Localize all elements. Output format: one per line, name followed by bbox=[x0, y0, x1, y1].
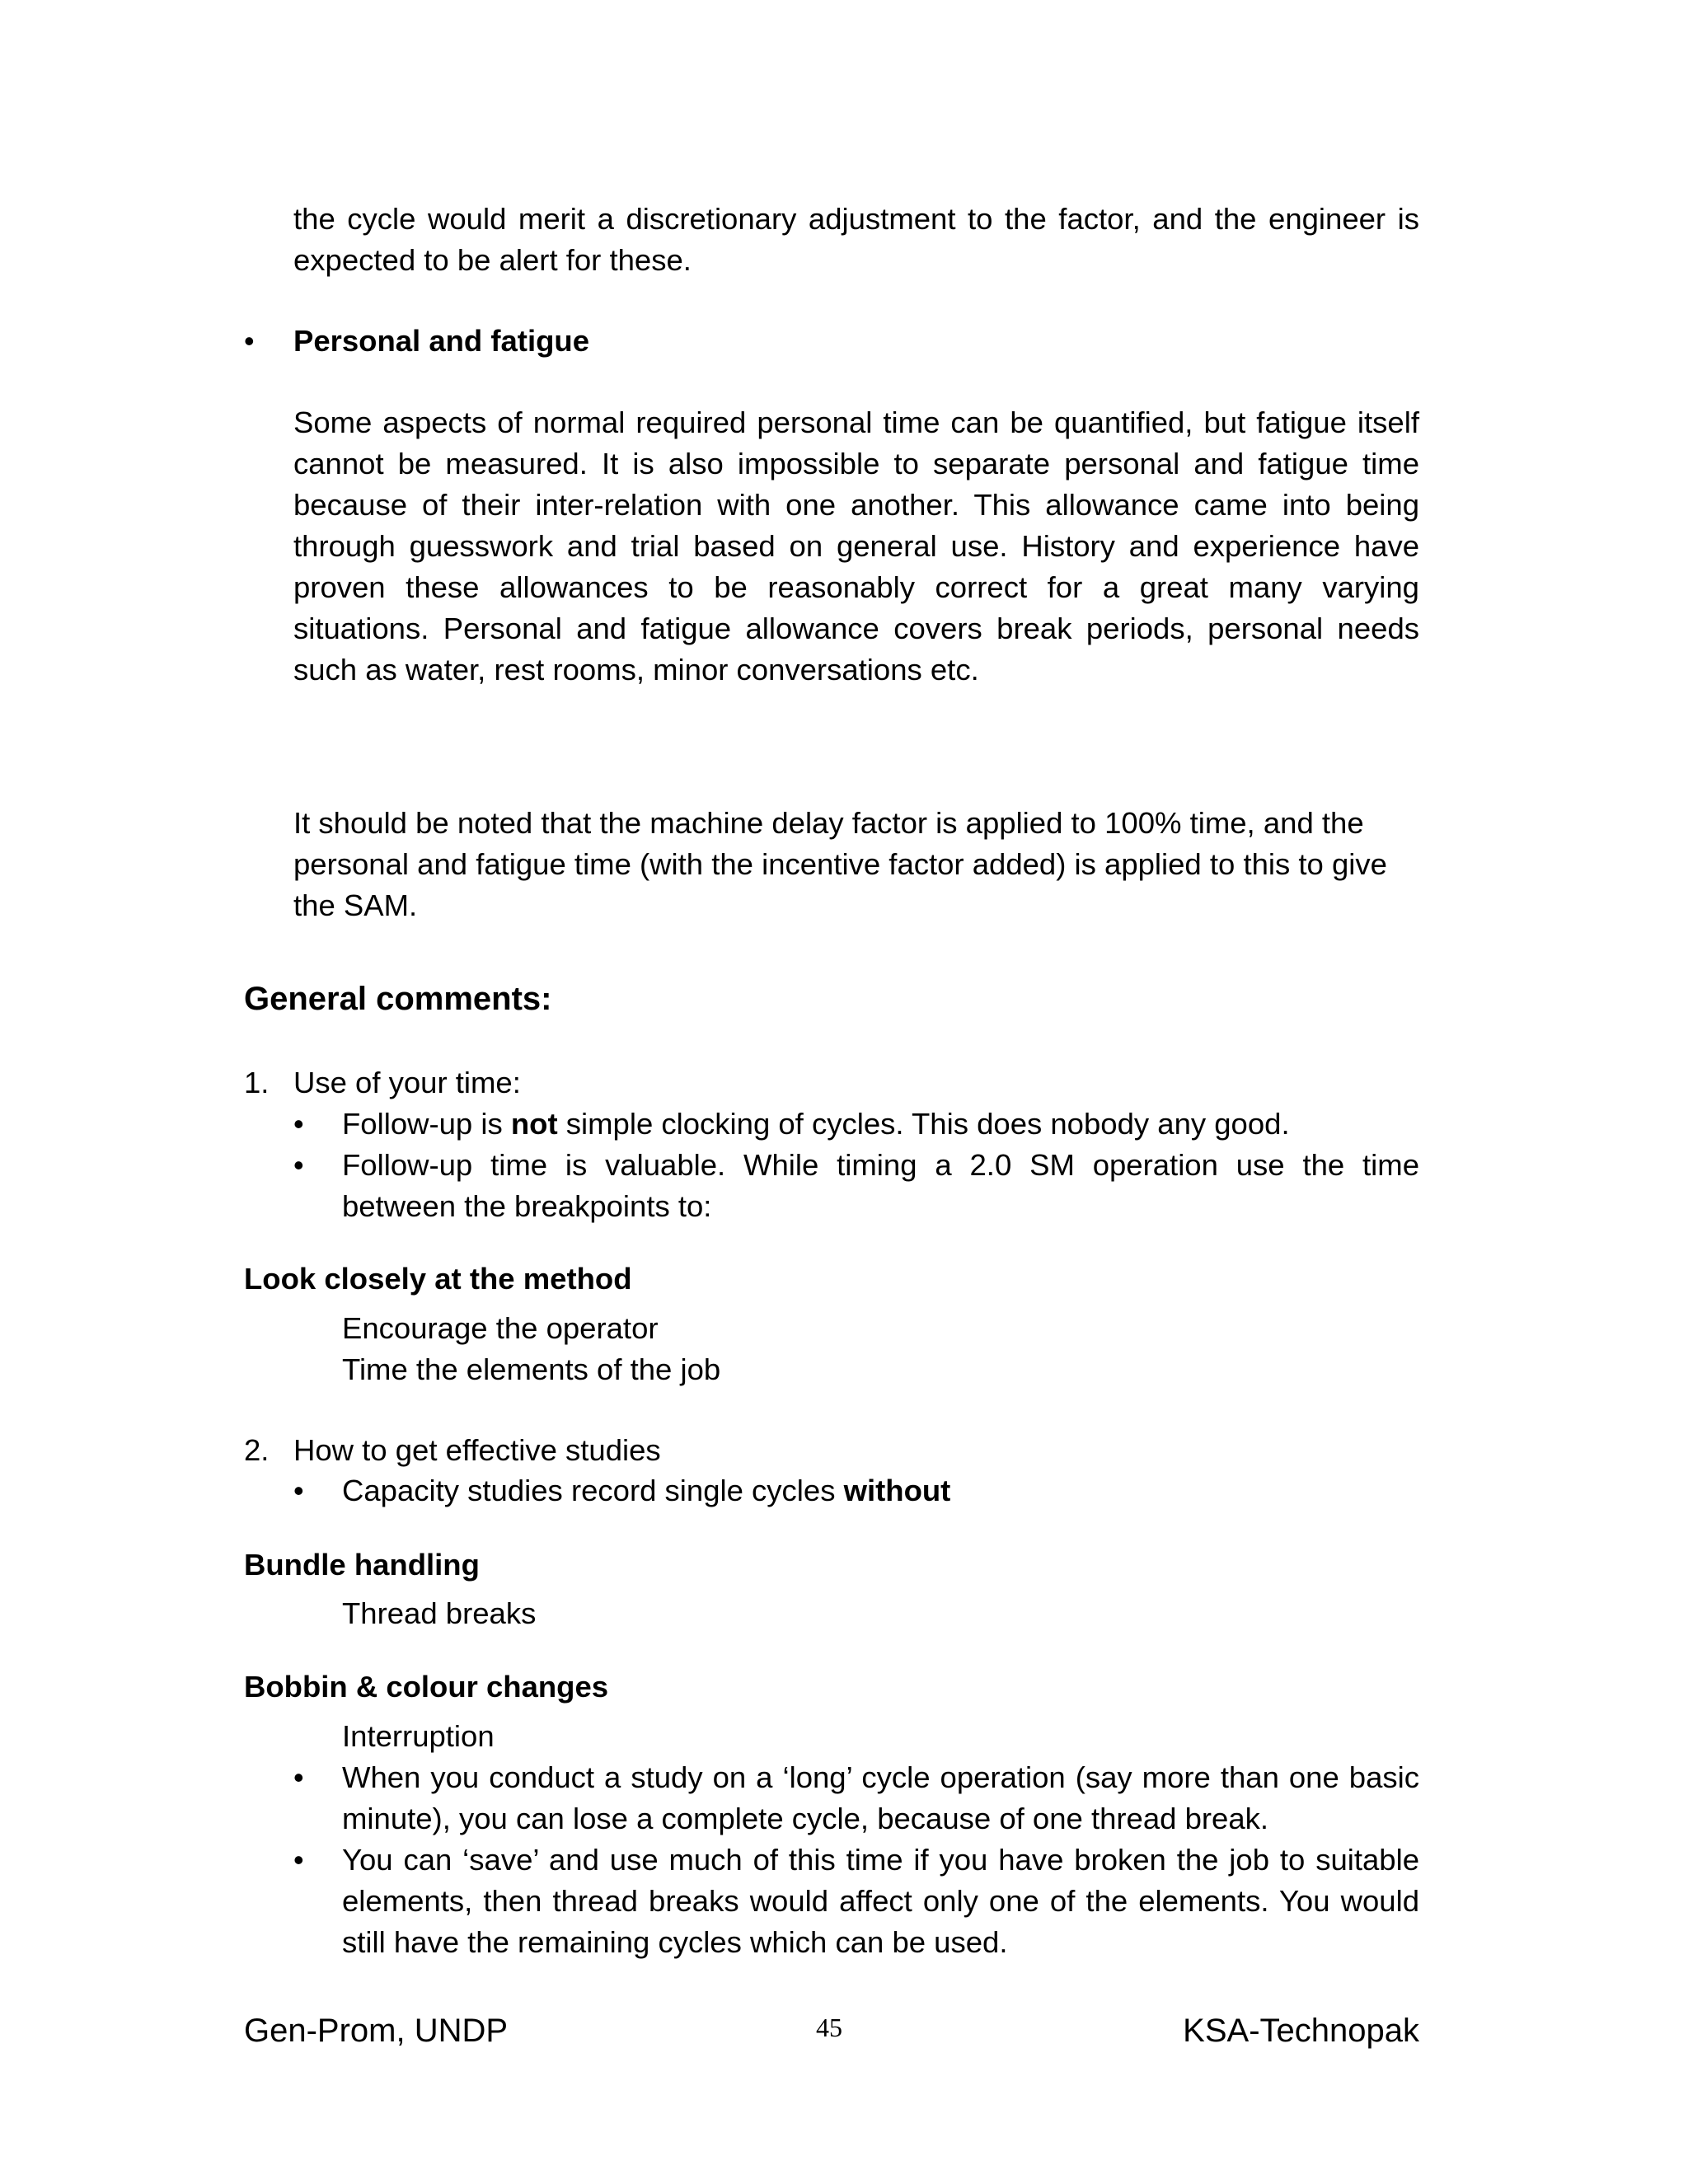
bullet-emphasis: without bbox=[843, 1474, 951, 1507]
bullet-marker: • bbox=[293, 1760, 304, 1794]
personal-fatigue-paragraph: Some aspects of normal required personal time can be quantified, but fatigue itself cannot be measured. It is also impossible to separate personal and fatigue time because of their inter-relation with one another. This allowance came into being through guesswork and trial based on general use. History and experience have proven these allowances to be reasonably correct for a great many varying situations. Personal and fatigue allowance covers break periods, personal needs such as water, rest rooms, minor conversations etc. bbox=[293, 405, 1419, 687]
list-item-label: Use of your time: bbox=[293, 1066, 521, 1099]
interruption-line: Interruption bbox=[342, 1719, 495, 1753]
list-number: 2. bbox=[244, 1433, 270, 1467]
personal-fatigue-heading: Personal and fatigue bbox=[293, 324, 589, 358]
save-time-bullet: You can ‘save’ and use much of this time if you have broken the job to suitable elements, then thread breaks would affect only one of the elements. You would still have the remaining cycles which can be used. bbox=[342, 1843, 1419, 1959]
follow-up-bullet bbox=[342, 1104, 1419, 1145]
bullet-text: Follow-up is bbox=[342, 1107, 511, 1141]
look-closely-heading: Look closely at the method bbox=[244, 1262, 632, 1296]
bullet-emphasis: not bbox=[510, 1107, 558, 1141]
bullet-marker: • bbox=[293, 1474, 304, 1507]
look-line: Encourage the operator bbox=[342, 1311, 659, 1345]
sam-note-line: It should be noted that the machine delay factor is applied to 100% time, and the bbox=[293, 806, 1364, 840]
sam-note-line: personal and fatigue time (with the incentive factor added) is applied to this to give bbox=[293, 847, 1387, 881]
bullet-marker: • bbox=[293, 1107, 304, 1141]
capacity-studies-bullet bbox=[342, 1470, 950, 1511]
follow-up-time-bullet: Follow-up time is valuable. While timing a 2.0 SM operation use the time between the breakpoints to: bbox=[342, 1148, 1419, 1223]
long-cycle-bullet: When you conduct a study on a ‘long’ cycle operation (say more than one basic minute), you can lose a complete cycle, because of one thread break. bbox=[342, 1760, 1419, 1835]
bullet-text: Capacity studies record single cycles bbox=[342, 1474, 844, 1507]
footer-left: Gen-Prom, UNDP bbox=[244, 2013, 509, 2049]
thread-breaks-line: Thread breaks bbox=[342, 1596, 537, 1630]
bullet-marker: • bbox=[293, 1148, 304, 1182]
bobbin-heading: Bobbin & colour changes bbox=[244, 1670, 609, 1704]
sam-note bbox=[293, 803, 1447, 926]
general-comments-heading: General comments: bbox=[244, 981, 552, 1017]
list-item-label: How to get effective studies bbox=[293, 1433, 661, 1467]
look-line: Time the elements of the job bbox=[342, 1352, 721, 1386]
list-number: 1. bbox=[244, 1066, 270, 1099]
continued-paragraph: the cycle would merit a discretionary adjustment to the factor, and the engineer is expected to be alert for these. bbox=[293, 202, 1419, 277]
footer-right: KSA-Technopak bbox=[1183, 2013, 1419, 2049]
bullet-marker: • bbox=[293, 1843, 304, 1877]
bundle-handling-heading: Bundle handling bbox=[244, 1548, 480, 1582]
bullet-text: simple clocking of cycles. This does nobody any good. bbox=[557, 1107, 1290, 1141]
page-number: 45 bbox=[816, 2013, 842, 2042]
sam-note-line: the SAM. bbox=[293, 888, 418, 922]
bullet-marker: • bbox=[244, 324, 255, 358]
